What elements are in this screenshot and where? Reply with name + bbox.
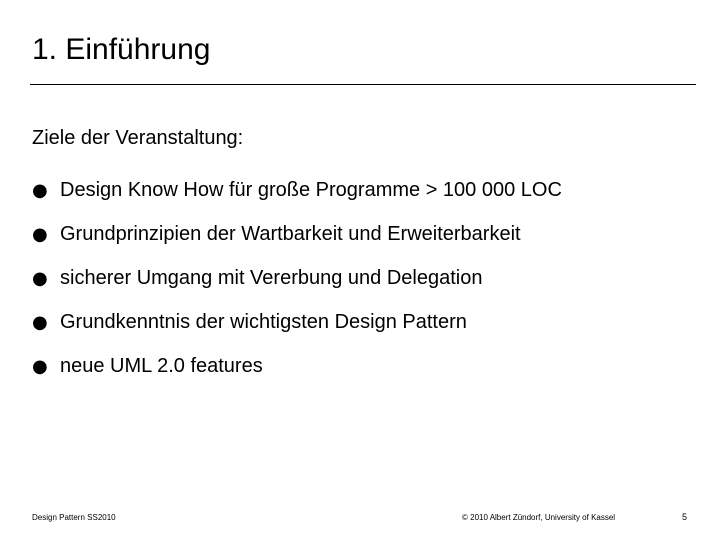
list-item <box>32 300 562 344</box>
circle-bullet-icon: ● <box>32 224 48 245</box>
footer-course-name: Design Pattern SS2010 <box>32 513 116 522</box>
list-item <box>32 212 562 256</box>
slide-title: 1. Einführung <box>32 33 211 66</box>
footer-copyright: © 2010 Albert Zündorf, University of Kassel <box>462 513 616 522</box>
bullet-text: sicherer Umgang mit Vererbung und Delegation <box>60 266 483 289</box>
bullet-text: Grundkenntnis der wichtigsten Design Pattern <box>60 310 467 333</box>
circle-bullet-icon: ● <box>32 268 48 289</box>
list-item <box>32 256 562 300</box>
intro-text: Ziele der Veranstaltung: <box>32 127 244 149</box>
bullet-text: Grundprinzipien der Wartbarkeit und Erweiterbarkeit <box>60 222 521 245</box>
list-item <box>32 168 562 212</box>
bullet-list <box>32 168 562 388</box>
circle-bullet-icon: ● <box>32 356 48 377</box>
bullet-text: neue UML 2.0 features <box>60 354 263 377</box>
circle-bullet-icon: ● <box>32 312 48 333</box>
page-number: 5 <box>681 512 687 522</box>
list-item <box>32 344 562 388</box>
circle-bullet-icon: ● <box>32 180 48 201</box>
bullet-text: Design Know How für große Programme > 100 000 LOC <box>60 178 562 201</box>
title-divider <box>30 84 696 85</box>
